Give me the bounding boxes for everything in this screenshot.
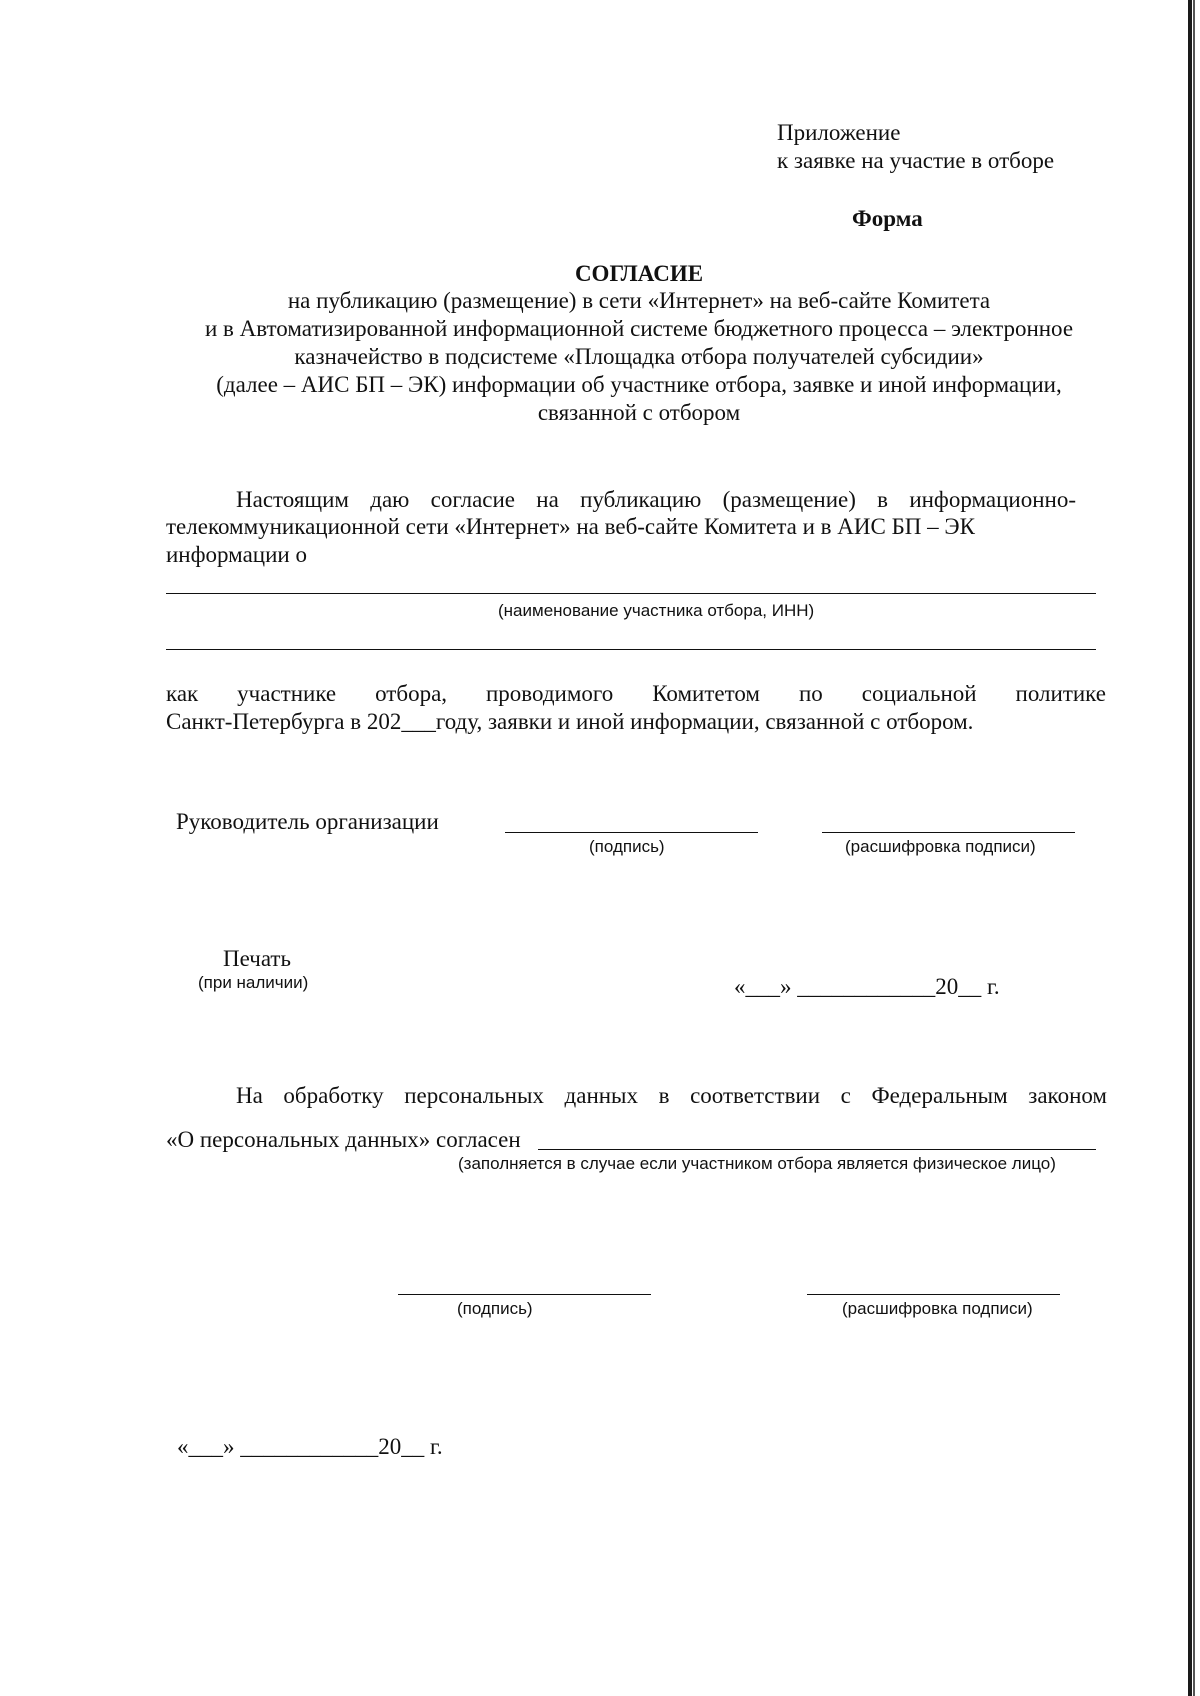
consent-para-line1: Настоящим даю согласие на публикацию (размещение) в информационно- (236, 487, 1076, 512)
scan-edge (1188, 0, 1192, 1696)
personal-data-note: (заполняется в случае если участником отбора является физическое лицо) (458, 1154, 1056, 1173)
head-sign-caption: (подпись) (589, 837, 665, 856)
head-decode-line[interactable] (822, 832, 1075, 833)
head-label: Руководитель организации (176, 809, 439, 834)
head-signature-line[interactable] (505, 832, 758, 833)
title-line-5: связанной с отбором (537, 400, 741, 425)
title-line-3: казначейство в подсистеме «Площадка отбора получателей субсидии» (294, 344, 984, 369)
title-line-1: на публикацию (размещение) в сети «Интернет» на веб-сайте Комитета (287, 288, 991, 313)
personal-data-line1: На обработку персональных данных в соответствии с Федеральным законом (236, 1083, 1107, 1108)
person-decode-line[interactable] (807, 1294, 1060, 1295)
stamp-note: (при наличии) (198, 973, 309, 992)
person-decode-caption: (расшифровка подписи) (842, 1299, 1033, 1318)
person-date-field[interactable]: «___» ____________20__ г. (177, 1434, 443, 1459)
head-date-field[interactable]: «___» ____________20__ г. (734, 974, 1000, 999)
consent-para-line3: информации о (166, 542, 307, 567)
consent-para-line2: телекоммуникационной сети «Интернет» на веб-сайте Комитета и в АИС БП – ЭК (166, 514, 975, 539)
head-decode-caption: (расшифровка подписи) (845, 837, 1036, 856)
stamp-label: Печать (223, 946, 291, 971)
personal-data-line2: «О персональных данных» согласен (166, 1127, 521, 1152)
title-line-4: (далее – АИС БП – ЭК) информации об участнике отбора, заявке и иной информации, (216, 372, 1062, 397)
appendix-line2: к заявке на участие в отборе (777, 148, 1055, 173)
consent-as-line2: Санкт-Петербурга в 202___году, заявки и иной информации, связанной с отбором. (166, 709, 974, 734)
document-heading: СОГЛАСИЕ (574, 261, 704, 286)
participant-caption: (наименование участника отбора, ИНН) (498, 601, 815, 620)
appendix-line1: Приложение (777, 120, 901, 145)
participant-field-line[interactable] (166, 593, 1096, 594)
personal-data-name-line[interactable] (538, 1149, 1096, 1150)
consent-as-line1: как участнике отбора, проводимого Комитетом по социальной политике (166, 681, 1106, 706)
person-signature-line[interactable] (398, 1294, 651, 1295)
form-label: Форма (852, 206, 923, 231)
scan-edge-shadow (1193, 0, 1195, 1696)
participant-field-line2[interactable] (166, 649, 1096, 650)
person-sign-caption: (подпись) (457, 1299, 533, 1318)
title-line-2: и в Автоматизированной информационной системе бюджетного процесса – электронное (204, 316, 1074, 341)
